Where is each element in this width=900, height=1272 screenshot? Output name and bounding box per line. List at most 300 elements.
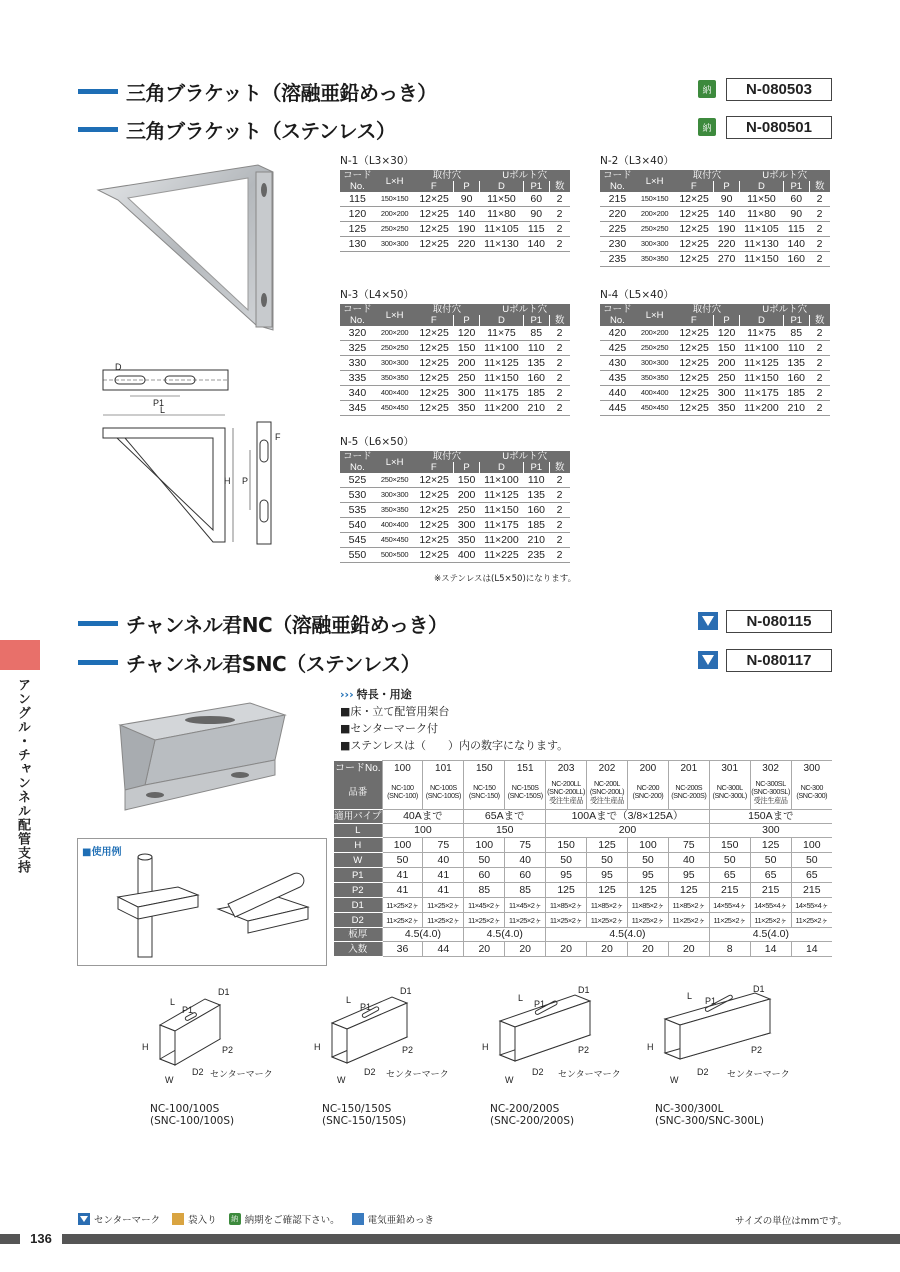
table-header-row [600,170,830,181]
cell-line: NC-100 [391,782,414,792]
table-cell: 14 [791,942,832,957]
table-cell: 75 [423,838,464,853]
table-cell: 150 [464,761,505,776]
table-cell: 115 [340,192,375,207]
table-cell: 225 [600,222,635,237]
table-row [600,207,830,222]
table-cell: 350 [714,401,740,416]
table-cell: 11×50 [479,192,523,207]
header-cell: D [479,462,523,473]
nc-drawing-name: NC-200/200S [490,1103,560,1115]
table-cell: 125 [627,883,668,898]
header-cell: F [674,315,713,326]
table-cell: 4.5(4.0) [464,928,546,942]
table-cell: 300 [714,386,740,401]
table-cell: 2 [809,341,830,356]
header-cell: P [714,181,740,192]
bracket-drawing [95,360,305,550]
table-cell: 100 [382,761,423,776]
table-cell: 150 [454,341,480,356]
table-cell: 115 [524,222,550,237]
table-cell: コードNo. [334,762,381,774]
table-cell: 101 [423,761,464,776]
cell-line: (SNC-100) [387,791,418,801]
caption-n1: N-1（L3×30） [340,155,415,167]
table-cell: 11×105 [479,222,523,237]
table-cell: 11×85×2ヶ [668,898,709,913]
table-header-row [600,304,830,315]
table-cell: 2 [549,533,570,548]
table-cell: 110 [524,341,550,356]
thickness-row [334,928,832,942]
table-cell: 8 [709,942,750,957]
table-cell: 11×130 [479,237,523,252]
table-cell: 150 [464,824,546,838]
table-cell: 4.5(4.0) [709,928,832,942]
bag-icon [172,1213,184,1225]
label-w: W [505,1075,514,1085]
table-cell: 12×25 [674,252,713,267]
cell-line: (SNC-150) [468,791,500,801]
table-cell: 12×25 [674,207,713,222]
legend-center-mark: センターマーク [94,1215,161,1226]
table-cell: 11×175 [739,386,783,401]
table-cell: 11×85×2ヶ [587,898,628,913]
table-cell: 150Aまで [709,810,832,824]
usage-example-box [77,838,327,966]
table-cell: 板厚 [334,928,382,942]
table-row [600,252,830,267]
table-cell: 11×25×2ヶ [464,913,505,928]
section-tab [0,640,40,670]
table-cell: 300×300 [635,356,674,371]
table-cell: 41 [382,883,423,898]
quantity-row [334,942,832,957]
header-lh: L×H [635,170,674,192]
table-cell: 11×85×2ヶ [546,898,587,913]
table-row [600,371,830,386]
center-mark-icon [698,612,718,630]
nc-drawing-subname: (SNC-200/200S) [490,1115,575,1127]
caption-n4: N-4（L5×40） [600,289,675,301]
table-cell [423,776,464,810]
table-cell: 12×25 [674,371,713,386]
cell-line: (SNC-200LL) [547,787,586,796]
table-cell: 11×100 [479,341,523,356]
table-cell: 20 [505,942,546,957]
unit-note: サイズの単位はmmです。 [735,1216,847,1227]
dimension-row [334,838,832,853]
header-cell: P1 [524,462,550,473]
length-row [334,824,832,838]
table-cell: 300×300 [635,237,674,252]
title-bracket-galvanized [78,77,437,106]
table-cell [587,776,628,810]
table-cell: 14×55×4ヶ [750,898,791,913]
table-cell: 95 [587,868,628,883]
table-cell: 12×25 [414,488,453,503]
table-cell: 11×75 [479,326,523,341]
table-cell: 12×25 [414,548,453,563]
table-cell: 110 [524,473,550,488]
table-cell: 151 [505,761,546,776]
table-cell: 450×450 [635,401,674,416]
table-cell: 160 [524,371,550,386]
cell-line: (SNC-300SL) [751,787,790,796]
table-cell: 65 [709,868,750,883]
table-cell: 320 [340,326,375,341]
table-header-row [340,170,570,181]
title-text: 三角ブラケット（ステンレス） [126,119,396,143]
legend-electro: 電気亜鉛めっき [367,1215,435,1226]
table-row [600,237,830,252]
table-cell: 115 [784,222,810,237]
table-cell: 12×25 [414,207,453,222]
table-row [340,237,570,252]
header-lh: L×H [375,170,414,192]
table-cell: 215 [750,883,791,898]
header-no-label: No. [610,315,625,326]
table-row [600,326,830,341]
table-cell: 200 [454,488,480,503]
table-row [340,473,570,488]
table-cell: 40 [423,853,464,868]
table-cell: 120 [340,207,375,222]
table-cell: 190 [454,222,480,237]
table-cell: 300×300 [375,488,414,503]
table-cell: 85 [784,326,810,341]
table-cell [464,776,505,810]
table-cell: 11×45×2ヶ [505,898,546,913]
table-cell: 11×80 [739,207,783,222]
table-cell: 400×400 [375,518,414,533]
table-cell: 400×400 [635,386,674,401]
nc-drawing [470,985,630,1135]
usage-label: ■使用例 [82,847,122,858]
nc-drawing [635,985,795,1135]
nc-drawing [302,985,462,1135]
table-cell: 250×250 [375,341,414,356]
cell-line: NC-300 [800,782,823,792]
header-cell: F [674,181,713,192]
table-cell: 11×85×2ヶ [627,898,668,913]
table-cell: 90 [524,207,550,222]
table-row [340,356,570,371]
table-cell: 20 [668,942,709,957]
table-cell: 440 [600,386,635,401]
feature-item: ■ステンレスは（ ）内の数字になります。 [340,739,569,752]
table-cell: 450×450 [375,401,414,416]
header-cell: F [414,181,453,192]
header-ubolt-hole: Uボルト穴 [479,170,570,181]
table-cell: 300 [709,824,832,838]
table-cell: 12×25 [414,341,453,356]
table-cell: 2 [549,356,570,371]
header-code-label: コード [343,304,372,315]
table-cell: 2 [549,326,570,341]
feature-item: ■床・立て配管用架台 [340,705,450,718]
table-cell: 11×25×2ヶ [627,913,668,928]
table-cell: 330 [340,356,375,371]
table-cell: 110 [784,341,810,356]
label-d2: D2 [532,1067,544,1077]
header-cell: 数 [549,315,570,326]
table-cell: 50 [709,853,750,868]
table-cell: 12×25 [414,533,453,548]
table-cell: 11×25×2ヶ [709,913,750,928]
table-cell: 11×175 [479,518,523,533]
features-heading-text: 特長・用途 [356,688,412,701]
label-center-mark: センターマーク [558,1069,621,1079]
label-h: H [314,1042,321,1052]
table-cell: W [334,853,382,868]
table-cell: 75 [505,838,546,853]
header-cell: P [454,181,480,192]
table-cell: 250 [454,371,480,386]
label-d1: D1 [400,986,412,996]
table-cell: 40Aまで [382,810,464,824]
table-cell: 2 [549,222,570,237]
table-cell: 12×25 [674,326,713,341]
table-cell [668,776,709,810]
table-cell: 345 [340,401,375,416]
label-w: W [165,1075,174,1085]
label-f: F [275,432,281,442]
cell-line: NC-300SL [755,778,786,788]
table-row [340,192,570,207]
label-p1: P1 [182,1005,194,1015]
table-cell: 425 [600,341,635,356]
table-row [600,222,830,237]
code-n080503: N-080503 [726,78,832,101]
table-cell: 50 [627,853,668,868]
table-cell: 50 [382,853,423,868]
table-cell: 200 [546,824,710,838]
table-cell: 2 [809,252,830,267]
nc-drawing-svg [470,985,630,1095]
table-cell: 11×130 [739,237,783,252]
table-cell: 302 [750,761,791,776]
table-cell: 200×200 [375,207,414,222]
table-cell: D2 [334,913,382,928]
table-cell: 11×200 [479,401,523,416]
header-cell: F [414,315,453,326]
table-cell [627,776,668,810]
table-cell: 20 [546,942,587,957]
table-cell: 2 [809,326,830,341]
table-cell: L [334,824,382,838]
table-cell: 2 [809,386,830,401]
caption-n2: N-2（L3×40） [600,155,675,167]
table-cell: 20 [464,942,505,957]
table-cell: 135 [524,356,550,371]
table-cell: 12×25 [674,356,713,371]
header-mount-hole: 取付穴 [414,451,479,462]
table-n2 [600,170,830,267]
dimension-row [334,913,832,928]
header-cell: P [454,462,480,473]
table-cell: 350×350 [375,503,414,518]
table-cell: 11×125 [739,356,783,371]
label-l: L [346,995,352,1005]
table-cell: 14×55×4ヶ [709,898,750,913]
electro-galvanized-icon [352,1213,364,1225]
table-cell: 430 [600,356,635,371]
header-no-label: No. [350,462,365,473]
table-cell: 2 [549,371,570,386]
table-cell: 11×25×2ヶ [668,913,709,928]
delivery-icon: 納 [229,1213,241,1225]
header-code [340,451,375,473]
label-d1: D1 [578,985,590,995]
table-cell: 2 [809,401,830,416]
label-center-mark: センターマーク [727,1069,790,1079]
code-n080117: N-080117 [726,649,832,672]
label-p1: P1 [705,996,717,1006]
cell-line: NC-200L [594,778,620,788]
table-cell: 品番 [334,776,382,810]
table-cell: 12×25 [414,473,453,488]
table-cell: 12×25 [674,401,713,416]
header-ubolt-hole: Uボルト穴 [479,304,570,315]
table-cell: 445 [600,401,635,416]
header-cell: P1 [524,181,550,192]
nc-spec-table [334,760,832,957]
table-cell: 12×25 [414,371,453,386]
table-row [340,341,570,356]
label-d2: D2 [697,1067,709,1077]
table-cell: 2 [549,192,570,207]
header-ubolt-hole: Uボルト穴 [739,304,830,315]
table-cell: 4.5(4.0) [546,928,710,942]
table-cell: 11×25×2ヶ [750,913,791,928]
table-cell: 203 [546,761,587,776]
table-cell: 500×500 [375,548,414,563]
table-row [340,401,570,416]
table-cell: 12×25 [674,237,713,252]
table-cell: 20 [627,942,668,957]
dimension-row [334,883,832,898]
table-cell: 210 [524,401,550,416]
cell-line: NC-300L [716,782,743,792]
table-cell: 250×250 [375,222,414,237]
table-row [340,222,570,237]
table-cell: 12×25 [674,386,713,401]
table-cell: 120 [714,326,740,341]
table-cell: 11×175 [479,386,523,401]
table-cell: 11×150 [479,503,523,518]
table-cell: 220 [600,207,635,222]
table-cell: 250×250 [375,473,414,488]
table-row [340,207,570,222]
table-cell: 11×125 [479,488,523,503]
page-number: 136 [20,1232,62,1246]
table-cell: 12×25 [414,237,453,252]
table-cell: 250 [454,503,480,518]
header-cell: P [714,315,740,326]
table-cell: 11×75 [739,326,783,341]
label-d1: D1 [218,987,230,997]
table-cell: 60 [505,868,546,883]
table-cell: 12×25 [674,222,713,237]
table-cell: 90 [714,192,740,207]
table-cell: 50 [587,853,628,868]
table-cell: 350 [454,401,480,416]
table-cell: 85 [505,883,546,898]
table-cell: 11×80 [479,207,523,222]
table-cell: 12×25 [414,518,453,533]
pipe-row [334,810,832,824]
table-row [600,341,830,356]
nc-drawing-svg [302,985,462,1095]
delivery-icon: 納 [698,80,716,98]
table-cell: 135 [524,488,550,503]
cell-line: (SNC-200L) [589,787,625,796]
table-cell: 140 [524,237,550,252]
table-cell: 150×150 [375,192,414,207]
table-cell: 135 [784,356,810,371]
table-cell: 125 [668,883,709,898]
label-l: L [518,993,524,1003]
table-header-row [340,451,570,462]
table-cell: 2 [549,401,570,416]
center-mark-icon [698,651,718,669]
table-cell: 200×200 [635,207,674,222]
label-p2: P2 [751,1045,763,1055]
table-cell: 11×150 [739,371,783,386]
table-cell: 85 [464,883,505,898]
table-cell: D1 [334,898,382,913]
table-cell: 215 [709,883,750,898]
table-cell: 2 [809,356,830,371]
table-cell: 2 [809,192,830,207]
table-cell: 50 [546,853,587,868]
table-cell: 550 [340,548,375,563]
cell-line: (SNC-100S) [425,791,461,801]
table-row [340,488,570,503]
dimension-row [334,853,832,868]
table-cell: 130 [340,237,375,252]
label-d2: D2 [192,1067,204,1077]
table-cell: 90 [454,192,480,207]
table-cell: 90 [784,207,810,222]
table-row [600,192,830,207]
nc-drawing-subname: (SNC-150/150S) [322,1115,407,1127]
table-cell: 545 [340,533,375,548]
header-ubolt-hole: Uボルト穴 [739,170,830,181]
table-cell: 11×200 [739,401,783,416]
table-row [340,326,570,341]
title-channel-nc [78,609,448,638]
header-lh: L×H [635,304,674,326]
cell-line: 受注生産品 [590,795,624,805]
cell-line: (SNC-200S) [671,791,707,801]
table-cell: 11×100 [479,473,523,488]
cell-line: (SNC-300) [796,791,828,801]
table-cell: 2 [809,222,830,237]
header-no-label: No. [610,181,625,192]
table-cell: 41 [423,883,464,898]
legend-bag: 袋入り [188,1215,217,1226]
nc-drawing-name: NC-100/100S [150,1103,220,1115]
label-h: H [142,1042,149,1052]
table-cell: 300×300 [375,237,414,252]
table-cell: 2 [549,518,570,533]
label-d2: D2 [364,1067,376,1077]
table-cell: P1 [334,868,382,883]
cell-line: (SNC-300L) [712,791,747,801]
table-cell: 185 [524,386,550,401]
